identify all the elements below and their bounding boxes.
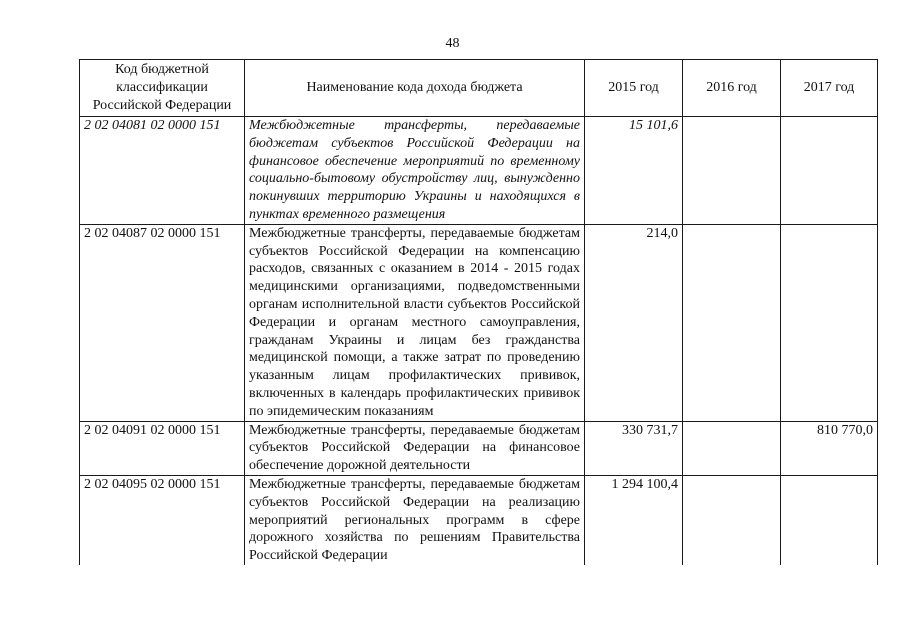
budget-revenue-table — [79, 59, 878, 565]
row-value-2015: 15 101,6 — [585, 117, 683, 225]
header-name: Наименование кода дохода бюджета — [245, 60, 585, 117]
table-row — [80, 117, 878, 225]
row-value-2017 — [781, 475, 878, 564]
row-code: 2 02 04081 02 0000 151 — [80, 117, 245, 225]
row-value-2015: 214,0 — [585, 224, 683, 421]
row-name: Межбюджетные трансферты, передаваемые бюджетам субъектов Российской Федерации на финансовое обеспечение дорожной деятельности — [245, 421, 585, 475]
header-2015: 2015 год — [585, 60, 683, 117]
row-code: 2 02 04091 02 0000 151 — [80, 421, 245, 475]
row-value-2015: 330 731,7 — [585, 421, 683, 475]
row-code: 2 02 04087 02 0000 151 — [80, 224, 245, 421]
row-code: 2 02 04095 02 0000 151 — [80, 475, 245, 564]
table-row — [80, 421, 878, 475]
table-header-row — [80, 60, 878, 117]
row-name: Межбюджетные трансферты, передаваемые бюджетам субъектов Российской Федерации на реализацию мероприятий региональных программ в сфере дорожного хозяйства по решениям Правительства Российской Федерации — [245, 475, 585, 564]
page-number: 48 — [445, 36, 460, 51]
row-value-2016 — [683, 475, 781, 564]
header-2017: 2017 год — [781, 60, 878, 117]
row-value-2016 — [683, 224, 781, 421]
row-value-2016 — [683, 117, 781, 225]
header-2016: 2016 год — [683, 60, 781, 117]
row-value-2015: 1 294 100,4 — [585, 475, 683, 564]
table-row — [80, 224, 878, 421]
row-value-2017 — [781, 224, 878, 421]
row-name: Межбюджетные трансферты, передаваемые бюджетам субъектов Российской Федерации на финансовое обеспечение мероприятий по временному социально-бытовому обустройству лиц, вынужденно покинувших территорию Украины и находящихся в пунктах временного размещения — [245, 117, 585, 225]
row-name: Межбюджетные трансферты, передаваемые бюджетам субъектов Российской Федерации на компенсацию расходов, связанных с оказанием в 2014 - 2015 годах медицинскими организациями, подведомственными органам исполнительной власти субъектов Российской Федерации и органам местного самоуправления, гражданам Украины и лицам без гражданства медицинской помощи, а также затрат по проведению указанным лицам профилактических прививок, включенных в календарь профилактических прививок по эпидемическим показаниям — [245, 224, 585, 421]
row-value-2017 — [781, 117, 878, 225]
row-value-2016 — [683, 421, 781, 475]
header-code: Код бюджетной классификации Российской Федерации — [80, 60, 245, 117]
row-value-2017: 810 770,0 — [781, 421, 878, 475]
table-row — [80, 475, 878, 564]
